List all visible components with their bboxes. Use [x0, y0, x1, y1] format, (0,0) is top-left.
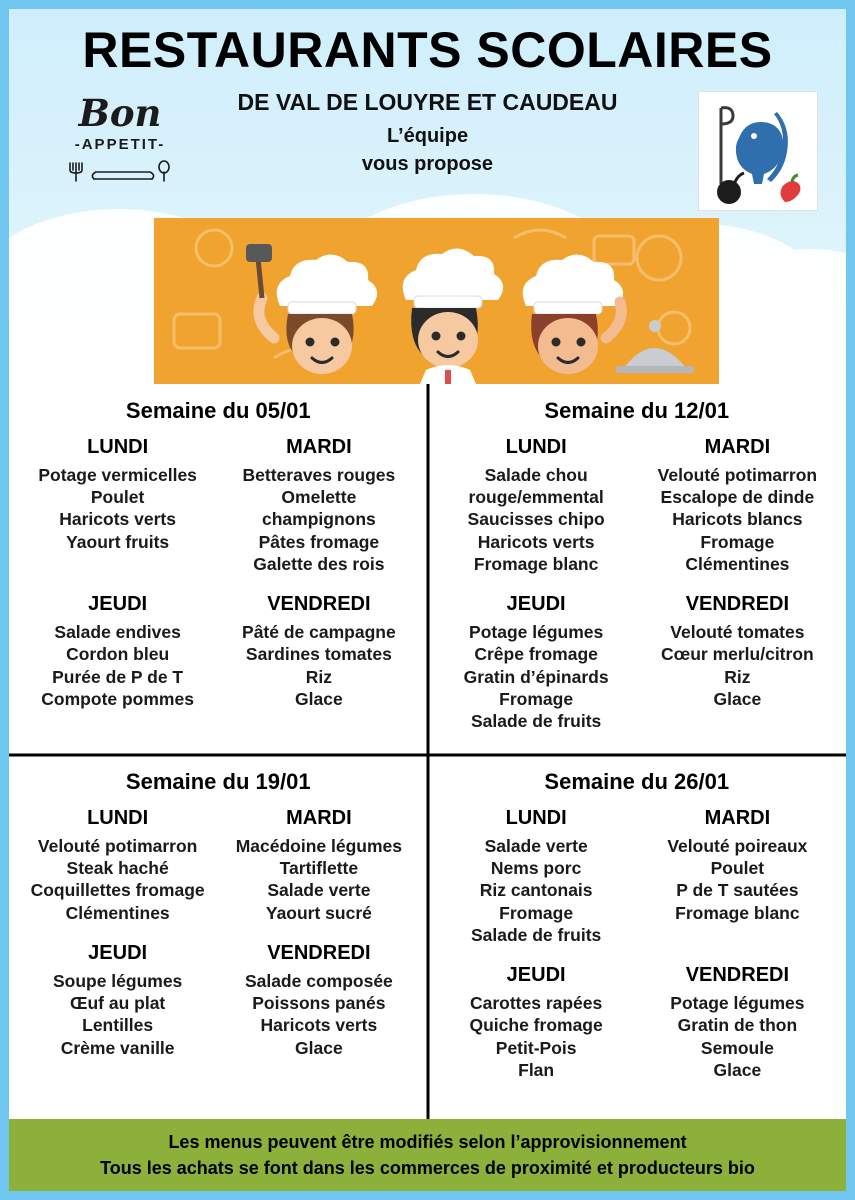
dish-item: Coquillettes fromage — [30, 880, 205, 901]
dish-item: Semoule — [700, 1037, 774, 1058]
week-title: Semaine du 19/01 — [125, 769, 311, 794]
dish-item: Potage vermicelles — [38, 465, 197, 485]
dish-item: Potage légumes — [469, 622, 604, 643]
week-block-1 — [9, 384, 428, 755]
day-lundi — [19, 807, 216, 924]
day-label: MARDI — [704, 807, 771, 829]
week-title: Semaine du 12/01 — [544, 398, 730, 423]
dish-item: Fromage — [499, 688, 574, 709]
dish-item: Salade chou — [484, 465, 588, 485]
dish-item: Pâtes fromage — [258, 531, 380, 552]
dish-item: Soupe légumes — [52, 970, 183, 991]
dish-item: Escalope de dinde — [660, 487, 815, 508]
day-lundi — [19, 436, 216, 575]
dish-item: Salade de fruits — [470, 710, 602, 731]
day-label: VENDREDI — [267, 593, 371, 616]
dish-item: Quiche fromage — [469, 1015, 603, 1036]
dish-item: Fromage — [700, 531, 775, 552]
day-vendredi — [220, 591, 417, 710]
dish-item: Nems porc — [490, 858, 582, 879]
dish-item: Steak haché — [66, 858, 169, 879]
dish-item: Velouté poireaux — [667, 836, 808, 856]
chefs-illustration — [154, 218, 719, 384]
dish-item: Salade verte — [484, 836, 588, 856]
dish-item: Purée de P de T — [52, 666, 184, 687]
coat-of-arms-icon — [698, 91, 818, 211]
dish-item: P de T sautées — [676, 880, 799, 901]
dish-item: Macédoine légumes — [235, 836, 403, 856]
dish-item: Fromage — [499, 902, 574, 923]
poster-header — [9, 9, 846, 384]
dish-item: Potage légumes — [670, 993, 805, 1014]
dish-item: Velouté tomates — [670, 622, 805, 643]
dish-item: Gratin de thon — [677, 1015, 798, 1036]
dish-item: Glace — [713, 1059, 762, 1080]
dish-item: Yaourt sucré — [265, 902, 372, 923]
dish-item: Crêpe fromage — [474, 644, 598, 665]
dish-item: Salade endives — [54, 622, 181, 643]
dish-item: Salade composée — [244, 970, 393, 991]
day-label: VENDREDI — [685, 593, 790, 616]
day-label: JEUDI — [88, 593, 148, 616]
dish-item: Cordon bleu — [66, 644, 170, 665]
bon-appetit-logo — [45, 91, 195, 205]
day-mardi — [639, 436, 836, 575]
dish-item: Flan — [518, 1059, 555, 1080]
day-jeudi — [19, 591, 216, 710]
days-grid — [438, 436, 837, 732]
week-title: Semaine du 05/01 — [125, 398, 311, 423]
dish-item: Glace — [713, 688, 762, 709]
footer-line-2: Tous les achats se font dans les commerces de proximité et producteurs bio — [100, 1157, 755, 1178]
day-mardi — [639, 807, 836, 946]
dish-item: Salade verte — [267, 880, 371, 901]
dish-item: Crème vanille — [60, 1037, 175, 1058]
dish-item: Gratin d’épinards — [463, 666, 609, 687]
day-jeudi — [438, 591, 635, 732]
dish-item: Velouté potimarron — [657, 465, 818, 485]
dish-item: Poulet — [90, 487, 145, 508]
dish-item: Riz cantonais — [479, 880, 593, 901]
dish-item: Haricots blancs — [672, 509, 803, 530]
weeks-grid — [9, 384, 846, 1126]
dish-item: rouge/emmental — [468, 487, 604, 508]
day-label: LUNDI — [87, 436, 149, 458]
dish-item: Glace — [295, 1037, 343, 1058]
dish-item: Fromage blanc — [675, 902, 800, 923]
day-vendredi — [639, 962, 836, 1081]
page-subtitle-line3: vous propose — [361, 153, 494, 175]
logo-word-appetit: -APPETIT- — [74, 136, 166, 153]
dish-item: Riz — [724, 666, 751, 687]
day-label: JEUDI — [506, 964, 566, 987]
page-title: RESTAURANTS SCOLAIRES — [82, 22, 773, 78]
dish-item: champignons — [261, 509, 376, 530]
day-label: MARDI — [704, 436, 771, 458]
day-label: LUNDI — [87, 807, 149, 829]
dish-item: Clémentines — [685, 553, 790, 574]
day-label: MARDI — [286, 807, 352, 829]
week-block-4 — [428, 755, 847, 1126]
dish-item: Glace — [295, 688, 343, 709]
days-grid — [19, 807, 418, 1059]
day-mardi — [220, 436, 417, 575]
dish-item: Galette des rois — [253, 553, 385, 574]
dish-item: Velouté potimarron — [37, 836, 198, 856]
day-label: LUNDI — [505, 436, 567, 458]
day-lundi — [438, 807, 635, 946]
dish-item: Poulet — [710, 858, 765, 879]
dish-item: Haricots verts — [59, 509, 176, 530]
day-label: VENDREDI — [267, 941, 371, 964]
dish-item: Compote pommes — [41, 688, 194, 709]
day-vendredi — [639, 591, 836, 732]
day-label: MARDI — [286, 436, 352, 458]
dish-item: Sardines tomates — [245, 644, 392, 665]
week-block-2 — [428, 384, 847, 755]
dish-item: Tartiflette — [279, 858, 359, 879]
day-label: VENDREDI — [685, 964, 790, 987]
dish-item: Poissons panés — [252, 993, 386, 1014]
page-subtitle: DE VAL DE LOUYRE ET CAUDEAU — [237, 89, 618, 115]
dish-item: Pâté de campagne — [242, 622, 396, 643]
footer-line-1: Les menus peuvent être modifiés selon l’approvisionnement — [168, 1131, 687, 1152]
week-title: Semaine du 26/01 — [544, 769, 730, 794]
day-lundi — [438, 436, 635, 575]
dish-item: Haricots verts — [260, 1015, 378, 1036]
dish-item: Carottes rapées — [469, 993, 603, 1014]
day-vendredi — [220, 940, 417, 1059]
page-subtitle-line2: L’équipe — [386, 125, 469, 147]
day-label: LUNDI — [505, 807, 567, 829]
day-mardi — [220, 807, 417, 924]
week-block-3 — [9, 755, 428, 1126]
dish-item: Fromage blanc — [473, 553, 599, 574]
dish-item: Saucisses chipo — [467, 509, 605, 530]
dish-item: Riz — [305, 666, 332, 687]
day-jeudi — [438, 962, 635, 1081]
logo-word-bon: Bon — [78, 91, 162, 135]
dish-item: Cœur merlu/citron — [661, 644, 814, 665]
footer-note — [9, 1119, 846, 1191]
dish-item: Yaourt fruits — [66, 531, 170, 552]
day-jeudi — [19, 940, 216, 1059]
dish-item: Petit-Pois — [495, 1037, 577, 1058]
days-grid — [19, 436, 418, 710]
dish-item: Betteraves rouges — [242, 465, 396, 485]
day-label: JEUDI — [88, 941, 148, 964]
dish-item: Œuf au plat — [69, 993, 166, 1014]
days-grid — [438, 807, 837, 1081]
dish-item: Salade de fruits — [470, 924, 602, 945]
dish-item: Haricots verts — [477, 531, 595, 552]
dish-item: Clémentines — [65, 902, 170, 923]
day-label: JEUDI — [506, 593, 566, 616]
cutlery-icon — [45, 159, 195, 185]
dish-item: Lentilles — [82, 1015, 154, 1036]
dish-item: Omelette — [281, 487, 357, 508]
